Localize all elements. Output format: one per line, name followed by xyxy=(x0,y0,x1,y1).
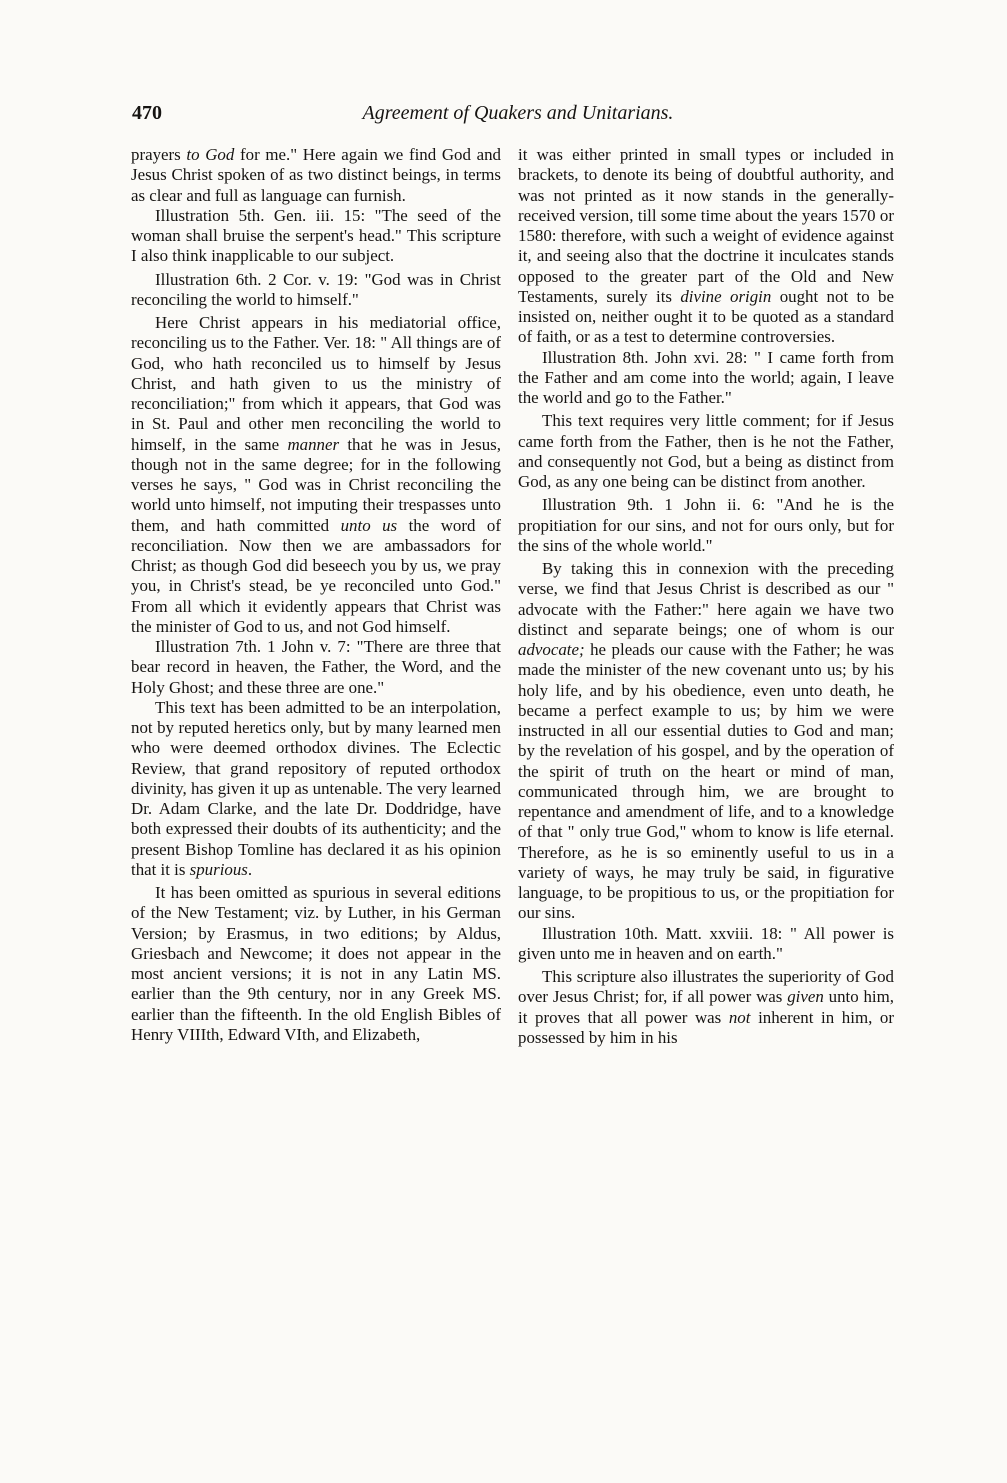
running-head xyxy=(132,102,904,132)
paragraph: This text requires very little comment; for if Jesus came forth from the Father, then is he not the Father, and consequently not God, but a being as distinct from God, as any one being can be distinct from another. xyxy=(518,411,894,491)
paragraph: By taking this in connexion with the preceding verse, we find that Jesus Christ is described as our " advocate with the Father:" here again we have two distinct and separate beings; one of whom is our advocate; he pleads our cause with the Father; he was made the minister of the new covenant unto us; by his holy life, and by his obedience, even unto death, he became a perfect example to us; by him we were instructed in all our essential duties to God and man; by the revelation of his gospel, and by the operation of the spirit of truth on the heart or mind of man, communicated through him, we are brought to repentance and amendment of life, and to a knowledge of that " only true God," whom to know is life eternal. Therefore, as he is so eminently useful to us in a variety of ways, he may truly be said, in figurative language, to be propitious to us, or the propitiation for our sins. xyxy=(518,559,894,923)
page-number: 470 xyxy=(132,102,162,124)
paragraph: This scripture also illustrates the superiority of God over Jesus Christ; for, if all power was given unto him, it proves that all power was not inherent in him, or possessed by him in his xyxy=(518,967,894,1047)
paragraph: Illustration 6th. 2 Cor. v. 19: "God was in Christ reconciling the world to himself." xyxy=(131,269,501,309)
paragraph: It has been omitted as spurious in several editions of the New Testament; viz. by Luther, in his German Version; by Erasmus, in two editions; by Aldus, Griesbach and Newcome; it does not appear in the most ancient versions; it is not in any Latin MS. earlier than the 9th century, nor in any Greek MS. earlier than the fifteenth. In the old English Bibles of Henry VIIIth, Edward VIth, and Elizabeth, xyxy=(131,883,501,1044)
paragraph: Illustration 8th. John xvi. 28: " I came forth from the Father and am come into the world; again, I leave the world and go to the Father." xyxy=(518,347,894,407)
paragraph: Illustration 10th. Matt. xxviii. 18: " All power is given unto me in heaven and on earth." xyxy=(518,923,894,963)
paragraph: prayers to God for me." Here again we find God and Jesus Christ spoken of as two distinct beings, in terms as clear and full as language can furnish. xyxy=(131,145,501,205)
running-title: Agreement of Quakers and Unitarians. xyxy=(362,102,674,124)
paragraph: Here Christ appears in his mediatorial office, reconciling us to the Father. Ver. 18: " All things are of God, who hath reconciled us to himself by Jesus Christ, and hath given to us the ministry of reconciliation;" from which it appears, that God was in St. Paul and other men reconciling the world to himself, in the same manner that he was in Jesus, though not in the same degree; for in the following verses he says, " God was in Christ reconciling the world unto himself, not imputing their trespasses unto them, and hath committed unto us the word of reconciliation. Now then we are ambassadors for Christ; as though God did beseech you by us, we pray you, in Christ's stead, be ye reconciled unto God." From all which it evidently appears that Christ was the minister of God to us, and not God himself. xyxy=(131,313,501,636)
paragraph: it was either printed in small types or included in brackets, to denote its being of doubtful authority, and was not printed as it now stands in the generally-received version, till some time about the years 1570 or 1580: therefore, with such a weight of evidence against it, and seeing also that the doctrine it inculcates stands opposed to the greater part of the Old and New Testaments, surely its divine origin ought not to be insisted on, neither ought it to be quoted as a standard of faith, or as a test to determine controversies. xyxy=(518,145,894,347)
left-column xyxy=(131,145,501,1045)
paragraph: This text has been admitted to be an interpolation, not by reputed heretics only, but by many learned men who were deemed orthodox divines. The Eclectic Review, that grand repository of reputed orthodox divinity, has given it up as untenable. The very learned Dr. Adam Clarke, and the late Dr. Doddridge, have both expressed their doubts of its authenticity; and the present Bishop Tomline has declared it as his opinion that it is spurious. xyxy=(131,697,501,879)
right-column xyxy=(518,145,894,1048)
paragraph: Illustration 5th. Gen. iii. 15: "The seed of the woman shall bruise the serpent's head." This scripture I also think inapplicable to our subject. xyxy=(131,205,501,266)
paragraph: Illustration 9th. 1 John ii. 6: "And he is the propitiation for our sins, and not for ours only, but for the sins of the whole world." xyxy=(518,495,894,555)
paragraph: Illustration 7th. 1 John v. 7: "There are three that bear record in heaven, the Father, the Word, and the Holy Ghost; and these three are one." xyxy=(131,637,501,697)
